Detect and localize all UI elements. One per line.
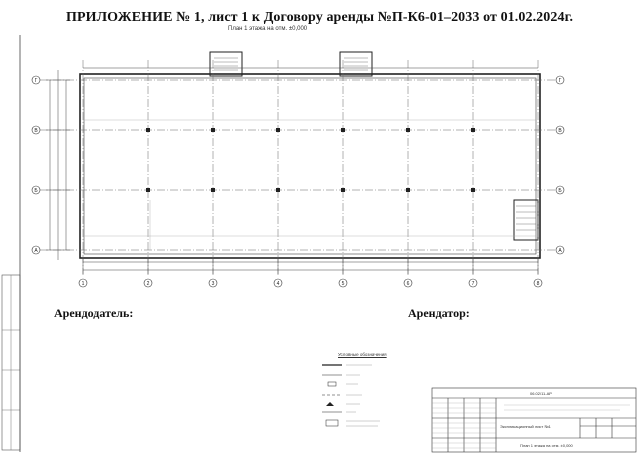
axis-number-5: 5 xyxy=(341,281,345,287)
legend-title: Условные обозначения xyxy=(338,352,387,357)
axis-letter-1-right: Г xyxy=(558,78,562,84)
building-outline xyxy=(80,74,540,258)
stair-core-1 xyxy=(210,52,242,76)
axis-letter-3-right: Б xyxy=(558,188,562,194)
axis-number-6: 6 xyxy=(406,281,410,287)
document-title: ПРИЛОЖЕНИЕ № 1, лист 1 к Договору аренды №П-К6-01–2033 от 01.02.2024г. xyxy=(65,10,574,25)
axis-letter-1: Г xyxy=(34,78,38,84)
legend-block xyxy=(322,365,380,426)
axis-number-1: 1 xyxy=(81,281,85,287)
axis-letter-4: А xyxy=(34,248,38,254)
axis-number-7: 7 xyxy=(471,281,475,287)
plan-caption: План 1 этажа на отм. ±0,000 xyxy=(228,26,308,32)
stamp-code: 06.02/11-АР xyxy=(530,391,552,396)
axis-number-4: 4 xyxy=(276,281,280,287)
stair-core-2 xyxy=(340,52,372,76)
stamp-plan-note: План 1 этажа на отм. ±0,000 xyxy=(520,443,573,448)
lessor-label: Арендодатель: xyxy=(54,306,134,320)
lessee-label: Арендатор: xyxy=(408,306,470,320)
axis-number-2: 2 xyxy=(146,281,150,287)
axis-letter-2-right: В xyxy=(558,128,562,134)
stamp-sheet-name: Экспликационный лист №1 xyxy=(500,424,551,429)
axis-number-8: 8 xyxy=(536,281,540,287)
axis-letter-3: Б xyxy=(34,188,38,194)
axis-letter-2: В xyxy=(34,128,38,134)
axis-letter-4-right: А xyxy=(558,248,562,254)
axis-number-3: 3 xyxy=(211,281,215,287)
